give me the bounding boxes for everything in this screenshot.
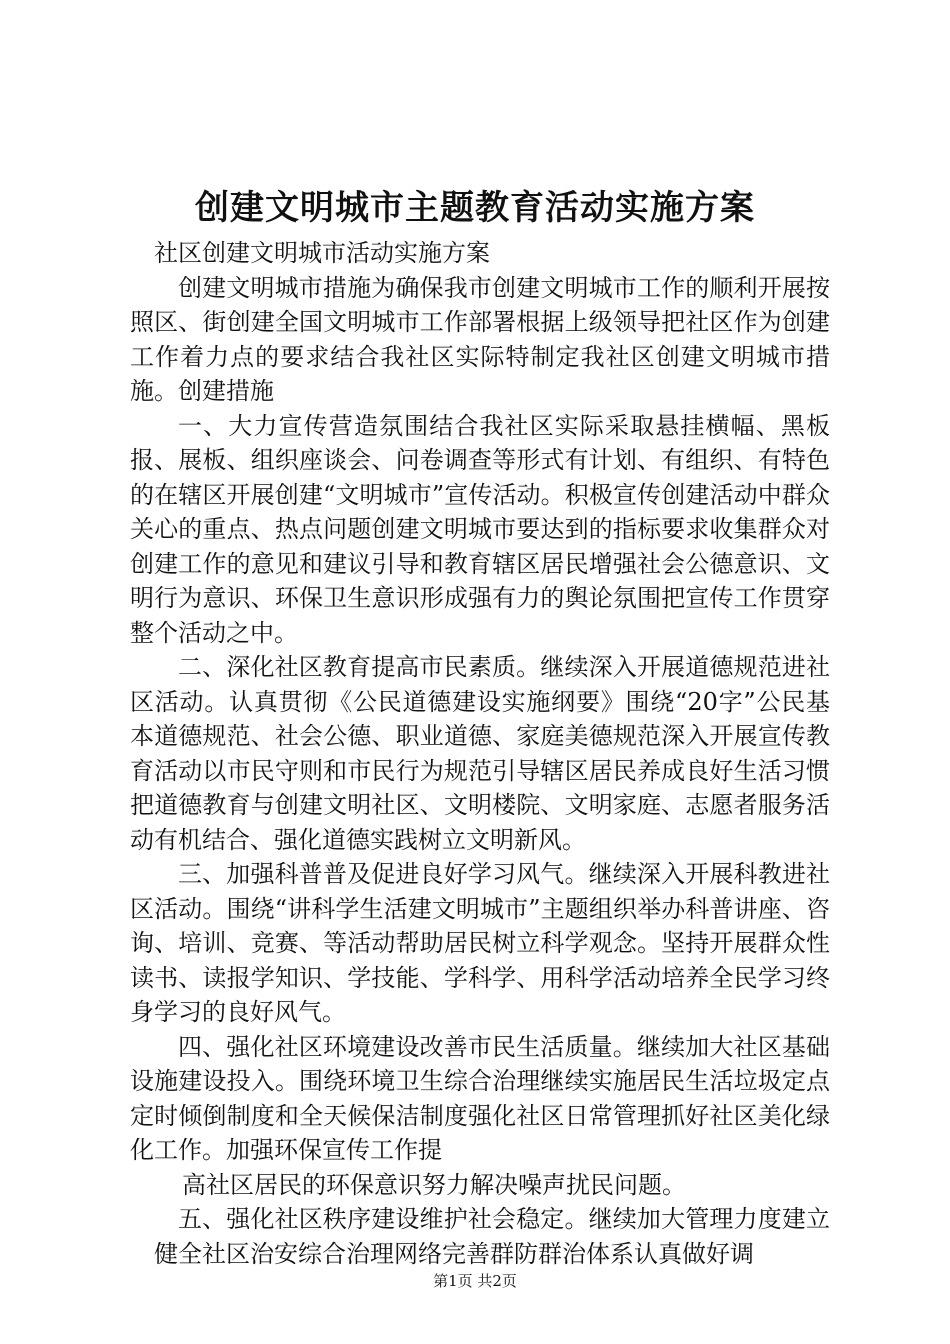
subtitle-paragraph: 社区创建文明城市活动实施方案	[154, 239, 490, 267]
measure-3-paragraph: 三、加强科普普及促进良好学习风气。继续深入开展科教进社区活动。围绕“讲科学生活建文明城市”主题组织举办科普讲座、咨询、培训、竞赛、等活动帮助居民树立科学观念。坚持开展群众性读书、读报学知识、学技能、学科学、用科学活动培养全民学习终身学习的良好风气。	[130, 860, 830, 1026]
measure-2-paragraph: 二、深化社区教育提高市民素质。继续深入开展道德规范进社区活动。认真贯彻《公民道德建设实施纲要》围绕“20字”公民基本道德规范、社会公德、职业道德、家庭美德规范深入开展宣传教育活动以市民守则和市民行为规范引导辖区居民养成良好生活习惯把道德教育与创建文明社区、文明楼院、文明家庭、志愿者服务活动有机结合、强化道德实践树立文明新风。	[130, 653, 830, 854]
measure-4-paragraph: 四、强化社区环境建设改善市民生活质量。继续加大社区基础设施建设投入。围绕环境卫生综合治理继续实施居民生活垃圾定点定时倾倒制度和全天候保洁制度强化社区日常管理抓好社区美化绿化工作。加强环保宣传工作提	[130, 1032, 830, 1164]
measure-4-continuation: 高社区居民的环保意识努力解决噪声扰民问题。	[182, 1170, 686, 1199]
intro-paragraph: 创建文明城市措施为确保我市创建文明城市工作的顺利开展按照区、街创建全国文明城市工作部署根据上级领导把社区作为创建工作着力点的要求结合我社区实际特制定我社区创建文明城市措施。创建措施	[130, 273, 830, 405]
document-title: 创建文明城市主题教育活动实施方案	[195, 188, 755, 228]
document-body	[130, 236, 830, 1271]
measure-5-paragraph: 五、强化社区秩序建设维护社会稳定。继续加大管理力度建立健全社区治安综合治理网络完善群防群治体系认真做好调	[154, 1205, 830, 1268]
page-footer: 第1页 共2页	[433, 1272, 517, 1290]
measure-1-paragraph: 一、大力宣传营造氛围结合我社区实际采取悬挂横幅、黑板报、展板、组织座谈会、问卷调查等形式有计划、有组织、有特色的在辖区开展创建“文明城市”宣传活动。积极宣传创建活动中群众关心的重点、热点问题创建文明城市要达到的指标要求收集群众对创建工作的意见和建议引导和教育辖区居民增强社会公德意识、文明行为意识、环保卫生意识形成强有力的舆论氛围把宣传工作贯穿整个活动之中。	[130, 411, 830, 647]
